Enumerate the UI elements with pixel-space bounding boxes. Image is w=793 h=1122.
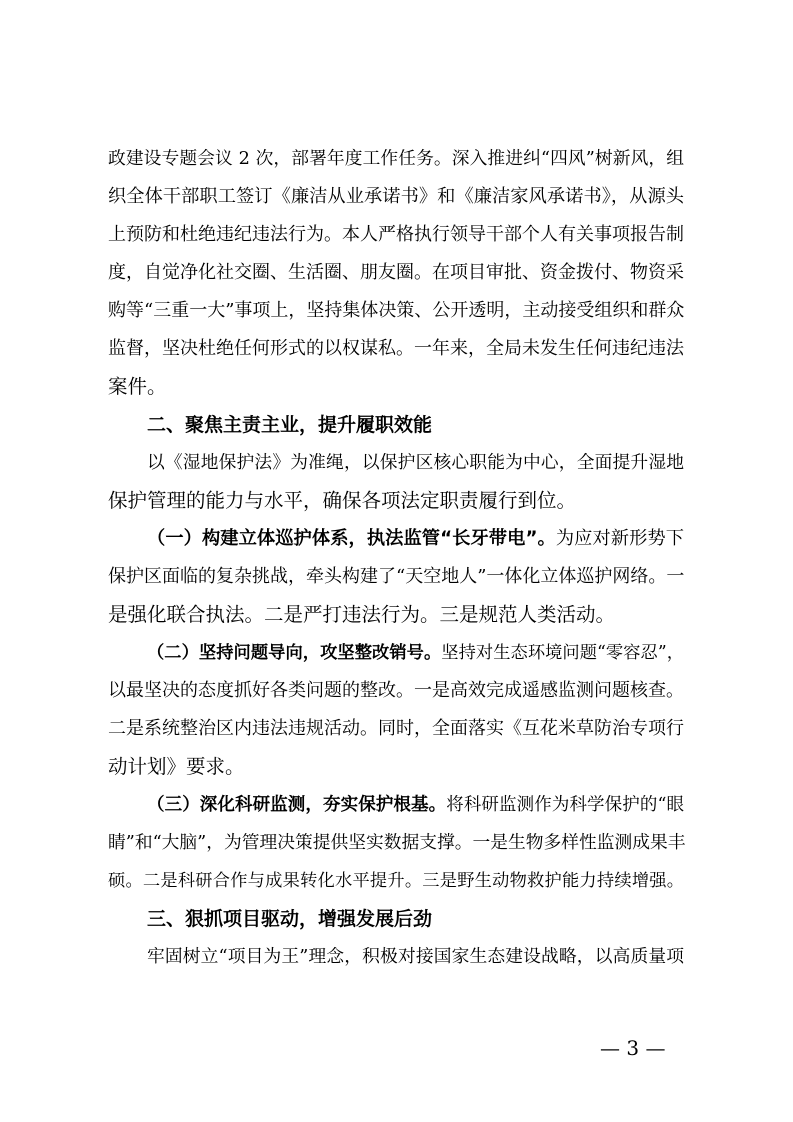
paragraph-line: 案件。: [108, 375, 167, 398]
paragraph-line: 硕。二是科研合作与成果转化水平提升。三是野生动物救护能力持续增强。: [108, 871, 684, 891]
subsection-2-first-line: [147, 640, 684, 666]
paragraph-line: 购等“三重一大”事项上，坚持集体决策、公开透明，主动接受组织和群众: [108, 300, 685, 321]
paragraph-line: 动计划》要求。: [108, 755, 245, 778]
paragraph-line: 以《湿地保护法》为准绳，以保护区核心职能为中心，全面提升湿地: [147, 453, 684, 473]
paragraph-line: 织全体干部职工签订《廉洁从业承诺书》和《廉洁家风承诺书》，从源头: [108, 186, 684, 207]
paragraph-line: 监督，坚决杜绝任何形式的以权谋私。一年来，全局未发生任何违纪违法: [108, 338, 684, 359]
subsection-1-first-line: [147, 526, 684, 552]
page-number: — 3 —: [600, 1036, 666, 1060]
paragraph-line: 是强化联合执法。二是严打违法行为。三是规范人类活动。: [108, 603, 616, 626]
subsection-3-text: 将科研监测作为科学保护的“眼: [446, 795, 685, 815]
subsection-1-title: （一）构建立体巡护体系，执法监管“长牙带电”。: [147, 528, 556, 549]
subsection-3-first-line: [147, 792, 684, 818]
paragraph-line: 保护区面临的复杂挑战，牵头构建了“天空地人”一体化立体巡护网络。一: [108, 566, 685, 587]
subsection-1-text: 为应对新形势下: [555, 528, 684, 549]
paragraph-line: 睛”和“大脑”，为管理决策提供坚实数据支撑。一是生物多样性监测成果丰: [108, 833, 686, 853]
paragraph-line: 以最坚决的态度抓好各类问题的整改。一是高效完成遥感监测问题核查。: [108, 680, 684, 701]
subsection-2-title: （二）坚持问题导向，攻坚整改销号。: [147, 643, 442, 663]
section-heading-3: 三、狠抓项目驱动，增强发展后劲: [147, 908, 433, 930]
paragraph-line: 政建设专题会议 2 次，部署年度工作任务。深入推进纠“四风”树新风，组: [108, 149, 684, 169]
paragraph-line: 二是系统整治区内违法违规活动。同时，全面落实《互花米草防治专项行: [108, 718, 684, 739]
subsection-2-text: 坚持对生态环境问题“零容忍”，: [441, 643, 684, 663]
section-heading-2: 二、聚焦主责主业，提升履职效能: [147, 414, 433, 436]
subsection-3-title: （三）深化科研监测，夯实保护根基。: [147, 795, 447, 815]
paragraph-line: 保护管理的能力与水平，确保各项法定职责履行到位。: [108, 489, 577, 512]
paragraph-line: 牢固树立“项目为王”理念，积极对接国家生态建设战略，以高质量项: [147, 947, 684, 967]
paragraph-line: 上预防和杜绝违纪违法行为。本人严格执行领导干部个人有关事项报告制: [108, 224, 684, 245]
paragraph-line: 度，自觉净化社交圈、生活圈、朋友圈。在项目审批、资金拨付、物资采: [108, 262, 684, 283]
